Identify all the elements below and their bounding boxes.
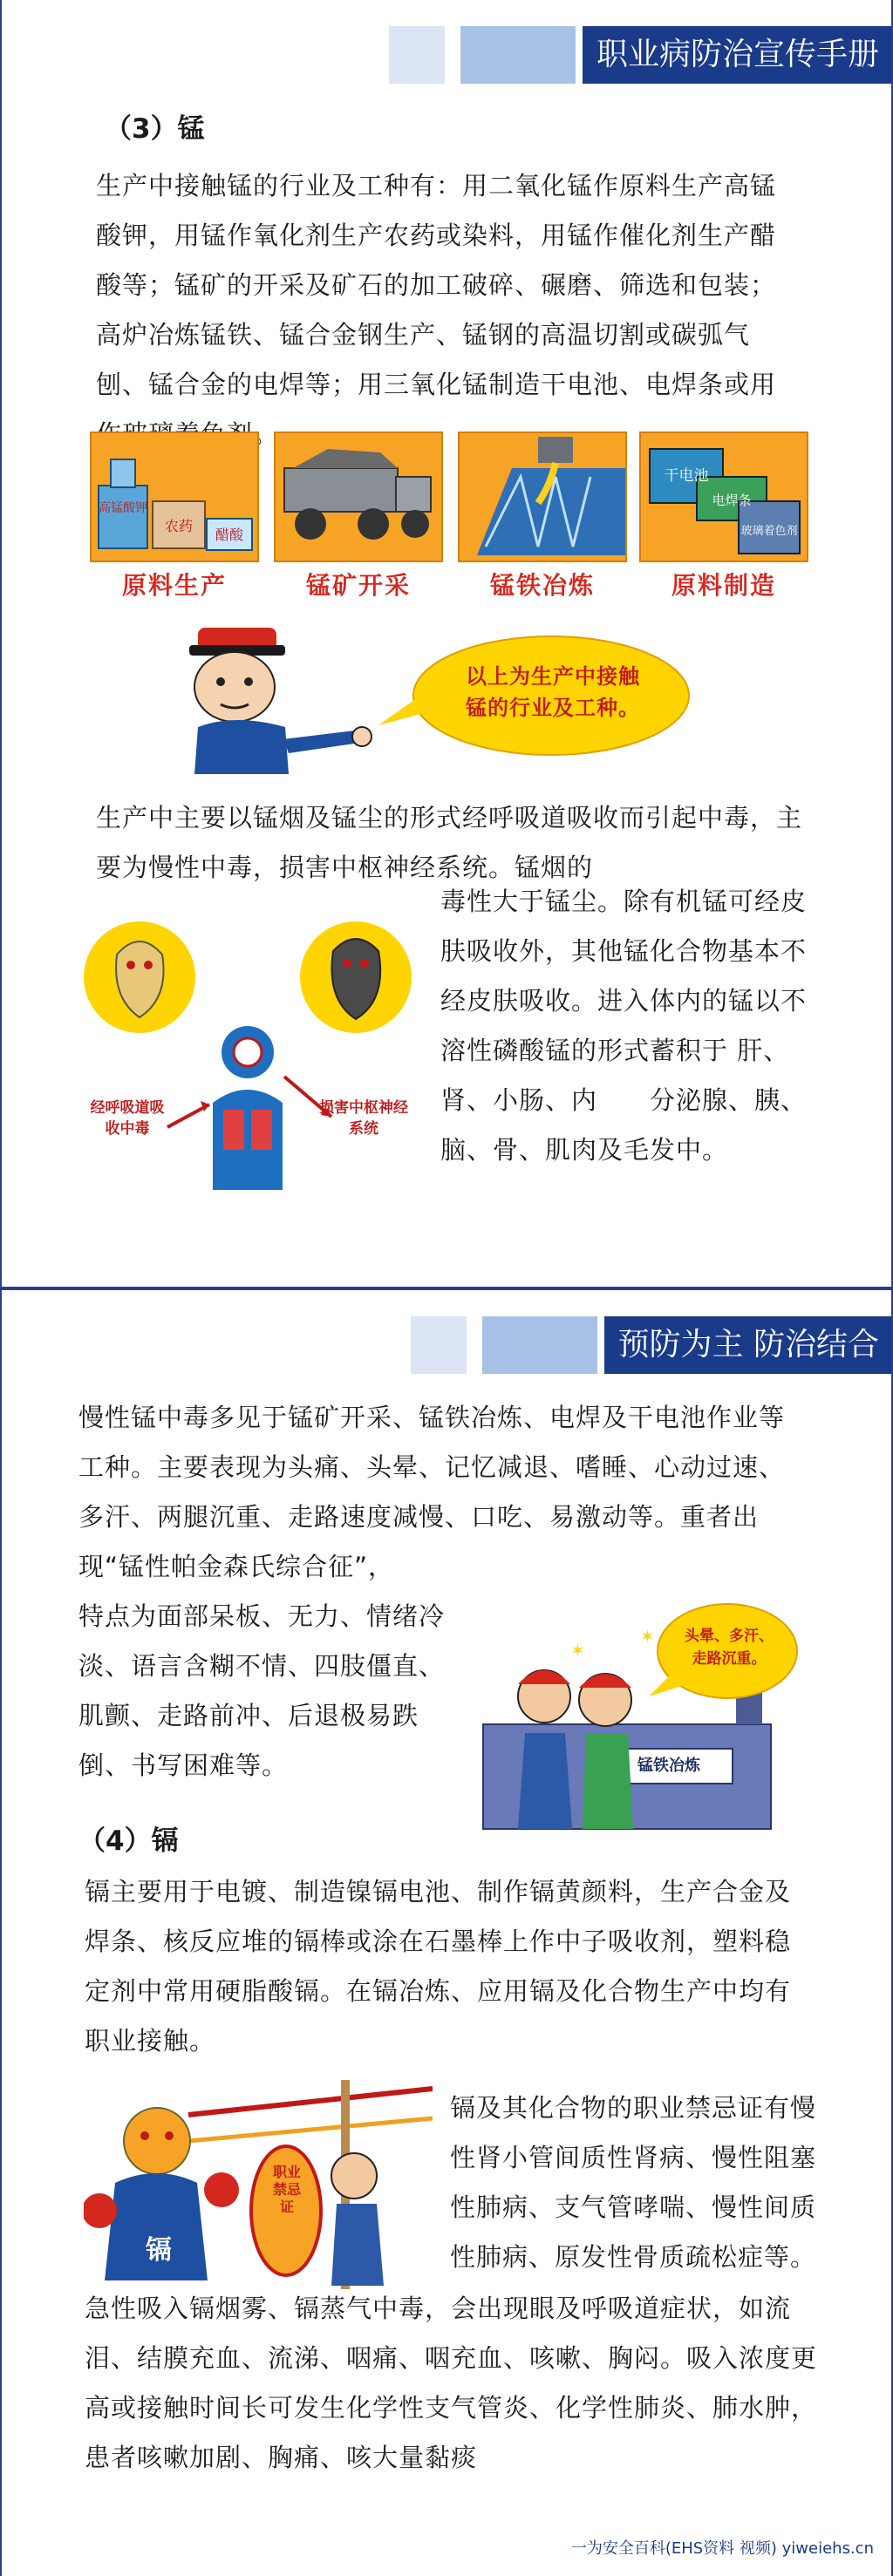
label-respiratory-absorption: 经呼吸道吸收中毒 bbox=[90, 1099, 165, 1138]
label-pesticide: 农药 bbox=[164, 518, 194, 534]
chronic-manganese-paragraph: 慢性锰中毒多见于锰矿开采、锰铁冶炼、电焊及干电池作业等工种。主要表现为头痛、头晕、记忆减退、嗜睡、心动过速、多汗、两腿沉重、走路速度减慢、口吃、易激动等。重者出现“锰性帕金森氏综合征”， bbox=[78, 1403, 786, 1581]
caption-raw-material: 原料生产 bbox=[121, 571, 227, 600]
cadmium-uses-paragraph: 镉主要用于电镀、制造镍镉电池、制作镉黄颜料，生产合金及焊条、核反应堆的镉棒或涂在石墨棒上作中子吸收剂，塑料稳定剂中常用硬脂酸镉。在镉冶炼、应用镉及化合物生产中均有职业接触。 bbox=[85, 1877, 792, 2056]
caption-mining: 锰矿开采 bbox=[305, 571, 411, 600]
svg-text:✶: ✶ bbox=[640, 1626, 655, 1647]
worker-speech-text: 头晕、多汗、走路沉重。 bbox=[685, 1628, 774, 1668]
page-header bbox=[411, 1316, 891, 1374]
section-heading-cadmium: （4）镉 bbox=[78, 1825, 179, 1857]
page-header bbox=[389, 26, 891, 84]
header-accent-light bbox=[389, 26, 445, 84]
illustration-smelting bbox=[458, 432, 627, 562]
section-heading-manganese: （3）锰 bbox=[105, 113, 205, 145]
manganese-absorption-intro: 生产中主要以锰烟及锰尘的形式经呼吸道吸收而引起中毒，主要为慢性中毒，损害中枢神经系统。锰烟的 bbox=[96, 803, 803, 882]
page-two bbox=[0, 1288, 893, 2576]
header-accent-mid bbox=[482, 1316, 597, 1374]
speech-bubble-text: 以上为生产中接触锰的行业及工种。 bbox=[466, 664, 640, 720]
footer-source: 一为安全百科(EHS资料 视频) yiweiehs.cn bbox=[570, 2539, 874, 2558]
label-welding-rod: 电焊条 bbox=[712, 493, 752, 508]
header-accent-mid bbox=[460, 26, 576, 84]
label-dry-battery: 干电池 bbox=[664, 467, 709, 485]
factory-sign: 锰铁冶炼 bbox=[637, 1757, 700, 1775]
cadmium-contraindications-paragraph: 镉及其化合物的职业禁忌证有慢性肾小管间质性肾病、慢性阻塞性肺病、支气管哮喘、慢性间质性肺病、原发性骨质疏松症等。 bbox=[450, 2093, 817, 2272]
header-title: 预防为主 防治结合 bbox=[604, 1316, 891, 1374]
acute-cadmium-paragraph: 急性吸入镉烟雾、镉蒸气中毒，会出现眼及呼吸道症状，如流泪、结膜充血、流涕、咽痛、咽充血、咳嗽、胸闷。吸入浓度更高或接触时间长可发生化学性支气管炎、化学性肺炎、肺水肿，患者咳嗽加剧、胸痛、咳大量黏痰 bbox=[85, 2294, 818, 2472]
manganese-industries-paragraph: 生产中接触锰的行业及工种有：用二氧化锰作原料生产高锰酸钾，用锰作氧化剂生产农药或染料，用锰作催化剂生产醋酸等；锰矿的开采及矿石的加工破碎、碾磨、筛选和包装；高炉冶炼锰铁、锰合金钢生产、锰钢的高温切割或碳弧气刨、锰合金的电焊等；用三氧化锰制造干电池、电焊条或用 。 bbox=[96, 171, 777, 449]
speech-bubble bbox=[378, 629, 692, 760]
label-acetic-acid: 醋酸 bbox=[215, 527, 244, 543]
illustration-mining bbox=[274, 432, 443, 562]
label-glass-colorant: 玻璃着色剂 bbox=[740, 525, 798, 538]
workers-illustration bbox=[474, 1594, 811, 1855]
illustration-manufacturing bbox=[639, 432, 808, 562]
absorption-diagram bbox=[82, 902, 420, 1190]
label-kmno4: 高锰酸钾 bbox=[99, 501, 147, 515]
boxer-illustration bbox=[84, 2080, 433, 2307]
label-cns-damage: 损害中枢神经系统 bbox=[319, 1099, 408, 1138]
header-title: 职业病防治宣传手册 bbox=[583, 26, 891, 84]
parkinson-features-paragraph: 特点为面部呆板、无力、情绪冷淡、语言含糊不情、四肢僵直、肌颤、走路前冲、后退极易跌倒、书写困难等。 bbox=[78, 1601, 446, 1780]
illustration-raw-material bbox=[90, 432, 259, 562]
manganese-absorption-detail: 毒性大于锰尘。除有机锰可经皮肤吸收外，其他锰化合物基本不经皮肤吸收。进入体内的锰以不溶性磷酸锰的形式蓄积于 肝、肾、小肠、内 分泌腺、胰、脑、骨、肌肉及毛发中。 bbox=[440, 887, 808, 1165]
cadmium-boxer-label: 镉 bbox=[146, 2235, 172, 2266]
header-accent-light bbox=[411, 1316, 467, 1374]
caption-smelting: 锰铁冶炼 bbox=[489, 571, 595, 600]
shield-label: 职业禁忌证 bbox=[272, 2164, 301, 2215]
svg-text:✶: ✶ bbox=[570, 1640, 585, 1661]
inspector-illustration bbox=[181, 622, 381, 774]
caption-manufacturing: 原料制造 bbox=[671, 571, 776, 600]
